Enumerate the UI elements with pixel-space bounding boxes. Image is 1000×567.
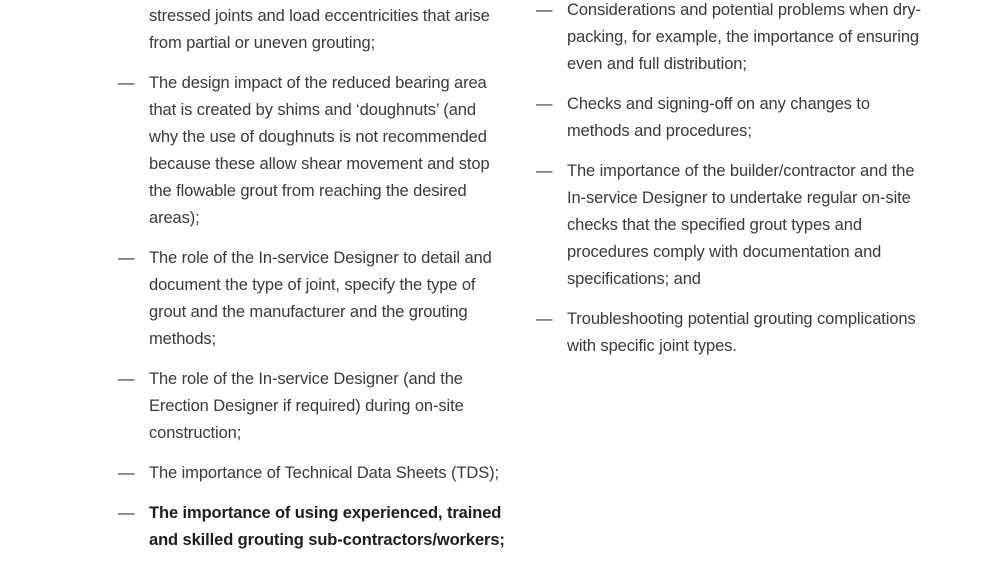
list-item-text: The role of the In-service Designer (and the Erection Designer if required) during on-site construction; [149, 370, 464, 442]
list-item-continued-joint [118, 0, 508, 57]
list-item-reduced-bearing-area [118, 70, 508, 232]
dash-bullet-icon: — [118, 370, 135, 388]
list-item-text: The design impact of the reduced bearing area that is created by shims and ‘doughnuts’ (and why the use of doughnuts is not recommended because these allow shear movement and stop the flowable grout from reaching the desired areas); [149, 74, 490, 227]
dash-bullet-icon: — [118, 464, 135, 482]
dash-bullet-icon: — [536, 1, 553, 19]
list-item-text: stressed joints and load eccentricities that arise from partial or uneven grouting; [149, 7, 490, 52]
list-item-text: Considerations and potential problems when dry-packing, for example, the importance of ensuring even and full distribution; [567, 1, 921, 73]
dash-bullet-icon: — [118, 74, 135, 92]
list-item-troubleshooting [536, 306, 936, 360]
list-item-dry-packing [536, 0, 936, 78]
dash-bullet-icon: — [118, 249, 135, 267]
list-item-designer-role-detail [118, 245, 508, 353]
list-item-text: The importance of Technical Data Sheets (TDS); [149, 464, 500, 482]
left-bullet-list [118, 0, 508, 567]
list-item-technical-data-sheets [118, 460, 508, 487]
list-item-text: The role of the In-service Designer to detail and document the type of joint, specify the type of grout and the manufacturer and the grouting methods; [149, 249, 492, 348]
list-item-skilled-subcontractors [118, 500, 508, 554]
list-item-text: Troubleshooting potential grouting complications with specific joint types. [567, 310, 916, 355]
list-item-text: Checks and signing-off on any changes to methods and procedures; [567, 95, 870, 140]
right-bullet-list [536, 0, 936, 373]
dash-bullet-icon: — [536, 162, 553, 180]
list-item-checks-signing-off [536, 91, 936, 145]
dash-bullet-icon: — [118, 504, 135, 522]
list-item-designer-role-onsite [118, 366, 508, 447]
list-item-text: The importance of using experienced, trained and skilled grouting sub-contractors/workers; [149, 504, 505, 549]
list-item-onsite-checks [536, 158, 936, 293]
list-item-text: The importance of the builder/contractor and the In-service Designer to undertake regular on-site checks that the specified grout types and procedures comply with documentation and specifications; and [567, 162, 915, 288]
dash-bullet-icon: — [536, 310, 553, 328]
dash-bullet-icon: — [536, 95, 553, 113]
